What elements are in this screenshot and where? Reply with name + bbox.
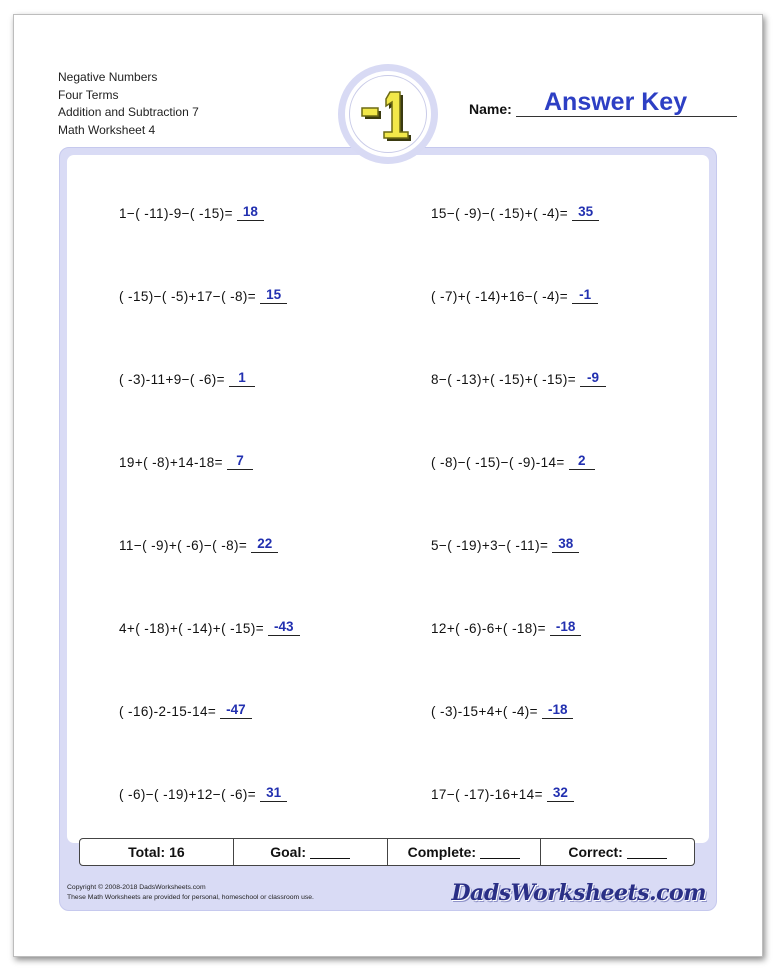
problem-expression: ( -3)-11+9−( -6)= [119,372,225,387]
worksheet-page [13,14,763,957]
footer-copyright [67,883,314,903]
info-line-terms: Four Terms [58,87,119,102]
problem-expression: ( -6)−( -19)+12−( -6)= [119,787,257,802]
answer-blank[interactable]: 2 [569,453,595,470]
problem-left-5 [119,531,278,553]
logo-inner-circle [349,75,427,153]
problem-expression: 17−( -17)-16+14= [431,787,543,802]
answer-blank[interactable]: 22 [251,536,278,553]
problem-left-6 [119,614,300,636]
negative-one-icon [356,82,420,146]
brand-logo: DadsWorksheets.com [451,880,706,906]
copyright-text: Copyright © 2008-2018 DadsWorksheets.com [67,884,206,891]
problem-left-8 [119,780,287,802]
answer-blank[interactable]: 15 [260,287,287,304]
score-box [79,838,695,866]
info-line-operation: Addition and Subtraction 7 [58,105,199,119]
answer-blank[interactable]: 32 [547,785,574,802]
score-goal-label: Goal: [270,844,307,860]
answer-blank[interactable]: -9 [580,370,606,387]
score-goal [234,839,388,865]
answer-blank[interactable]: 31 [260,785,287,802]
problem-right-7 [431,697,573,719]
problem-left-7 [119,697,252,719]
answer-blank[interactable]: 35 [572,204,599,221]
answer-blank[interactable]: -18 [542,702,574,719]
score-goal-blank[interactable] [310,845,350,859]
info-line-number: Math Worksheet 4 [58,122,156,137]
problem-right-6 [431,614,581,636]
problem-right-8 [431,780,574,802]
answer-blank[interactable]: 38 [552,536,579,553]
answer-blank[interactable]: 18 [237,204,264,221]
problem-expression: 15−( -9)−( -15)+( -4)= [431,206,569,221]
problem-area [67,155,709,843]
answer-blank[interactable]: -47 [220,702,252,719]
problem-expression: 4+( -18)+( -14)+( -15)= [119,621,265,636]
problem-right-5 [431,531,579,553]
worksheet-info [58,69,199,139]
problem-expression: ( -16)-2-15-14= [119,704,217,719]
problem-right-2 [431,282,598,304]
problem-right-4 [431,448,595,470]
problem-left-4 [119,448,253,470]
problem-right-3 [431,365,606,387]
problem-expression: 19+( -8)+14-18= [119,455,223,470]
score-complete [388,839,542,865]
problem-expression: 11−( -9)+( -6)−( -8)= [119,538,248,553]
negative-one-logo [338,64,438,164]
problem-expression: 1−( -11)-9−( -15)= [119,206,233,221]
problem-left-1 [119,199,264,221]
answer-blank[interactable]: -43 [268,619,300,636]
problem-expression: ( -7)+( -14)+16−( -4)= [431,289,569,304]
info-line-topic: Negative Numbers [58,70,158,84]
answer-blank[interactable]: 1 [229,370,255,387]
name-label: Name: [469,101,512,117]
problem-expression: 5−( -19)+3−( -11)= [431,538,549,553]
answer-key-title: Answer Key [544,88,688,116]
problem-expression: 8−( -13)+( -15)+( -15)= [431,372,577,387]
problem-left-2 [119,282,287,304]
score-correct-blank[interactable] [627,845,667,859]
answer-blank[interactable]: 7 [227,453,253,470]
problem-expression: ( -3)-15+4+( -4)= [431,704,538,719]
problem-frame [59,147,717,911]
problem-expression: ( -15)−( -5)+17−( -8)= [119,289,257,304]
answer-blank[interactable]: -18 [550,619,582,636]
answer-blank[interactable]: -1 [572,287,598,304]
score-correct [541,839,694,865]
score-complete-label: Complete: [407,844,477,860]
usage-notice: These Math Worksheets are provided for personal, homeschool or classroom use. [67,894,314,901]
name-field[interactable] [469,87,737,117]
score-correct-label: Correct: [568,844,623,860]
problem-expression: 12+( -6)-6+( -18)= [431,621,546,636]
problem-right-1 [431,199,599,221]
score-total-label: Total: 16 [128,844,185,860]
score-complete-blank[interactable] [480,845,520,859]
score-total [80,839,234,865]
problem-expression: ( -8)−( -15)−( -9)-14= [431,455,565,470]
problem-left-3 [119,365,255,387]
